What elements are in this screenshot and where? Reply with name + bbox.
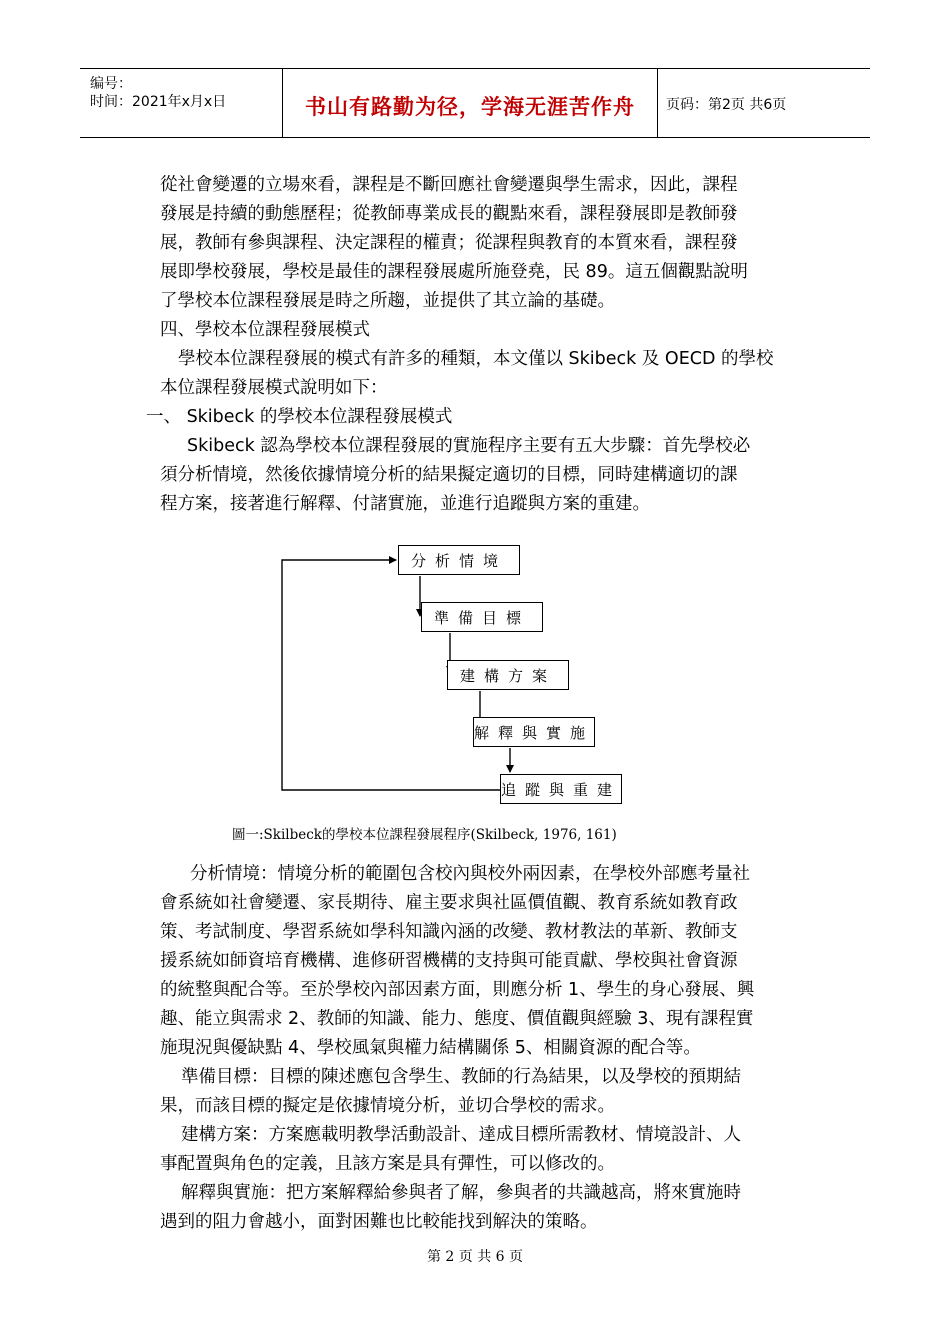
para5-line-1: 準備目標：目標的陳述應包含學生、教師的行為結果，以及學校的預期結 <box>181 1067 741 1087</box>
subsection-1-title: 一、 Skibeck 的學校本位課程發展模式 <box>146 407 453 427</box>
para4-line-5: 的統整與配合等。至於學校內部因素方面，則應分析 1、學生的身心發展、興 <box>160 980 755 1000</box>
page-header <box>80 68 870 138</box>
figure-caption: 圖一:Skilbeck的學校本位課程發展程序(Skilbeck, 1976, 161) <box>232 827 617 843</box>
flow-step-interpret: 解釋與實施 <box>473 717 595 747</box>
document-number-label: 编号： <box>90 76 132 92</box>
para2-line-1: 學校本位課程發展的模式有許多的種類，本文僅以 Skibeck 及 OECD 的學校 <box>178 349 774 369</box>
header-right-cell <box>658 69 870 137</box>
flowchart <box>270 540 690 810</box>
para2-line-2: 本位課程發展模式說明如下： <box>160 378 388 398</box>
para1-line-3: 展，教師有參與課程、決定課程的權責；從課程與教育的本質來看，課程發 <box>160 233 738 253</box>
para3-line-2: 須分析情境，然後依據情境分析的結果擬定適切的目標，同時建構適切的課 <box>160 465 738 485</box>
header-page-info: 页码：第2页 共6页 <box>666 97 787 113</box>
para4-line-1: 分析情境：情境分析的範圍包含校內與校外兩因素，在學校外部應考量社 <box>190 864 750 884</box>
flow-step-build-plan: 建構方案 <box>447 660 569 690</box>
para4-line-3: 策、考試制度、學習系統如學科知識內涵的改變、教材教法的革新、教師支 <box>160 922 738 942</box>
para1-line-4: 展即學校發展，學校是最佳的課程發展處所施登堯，民 89。這五個觀點說明 <box>160 262 748 282</box>
para3-line-1: Skibeck 認為學校本位課程發展的實施程序主要有五大步驟：首先學校必 <box>187 436 751 456</box>
para6-line-1: 建構方案：方案應載明教學活動設計、達成目標所需教材、情境設計、人 <box>181 1125 741 1145</box>
para4-line-2: 會系統如社會變遷、家長期待、雇主要求與社區價值觀、教育系統如教育政 <box>160 893 738 913</box>
header-middle-cell <box>283 69 658 137</box>
para3-line-3: 程方案，接著進行解釋、付諸實施，並進行追蹤與方案的重建。 <box>160 494 650 514</box>
flow-step-goals: 準備目標 <box>421 602 543 632</box>
header-motto: 书山有路勤为径，学海无涯苦作舟 <box>305 95 635 119</box>
page-footer: 第 2 页 共 6 页 <box>426 1249 524 1265</box>
para1-line-2: 發展是持續的動態歷程；從教師專業成長的觀點來看，課程發展即是教師發 <box>160 204 738 224</box>
para6-line-2: 事配置與角色的定義，且該方案是具有彈性，可以修改的。 <box>160 1154 615 1174</box>
para4-line-6: 趣、能立與需求 2、教師的知識、能力、態度、價值觀與經驗 3、現有課程實 <box>160 1009 754 1029</box>
header-left-cell <box>80 69 283 137</box>
para5-line-2: 果，而該目標的擬定是依據情境分析，並切合學校的需求。 <box>160 1096 615 1116</box>
document-date: 时间：2021年x月x日 <box>90 94 227 110</box>
para7-line-2: 遇到的阻力會越小，面對困難也比較能找到解決的策略。 <box>160 1212 598 1232</box>
para4-line-7: 施現況與優缺點 4、學校風氣與權力結構關係 5、相關資源的配合等。 <box>160 1038 701 1058</box>
para1-line-5: 了學校本位課程發展是時之所趨，並提供了其立論的基礎。 <box>160 291 615 311</box>
para4-line-4: 援系統如師資培育機構、進修研習機構的支持與可能貢獻、學校與社會資源 <box>160 951 738 971</box>
para1-line-1: 從社會變遷的立場來看，課程是不斷回應社會變遷與學生需求，因此，課程 <box>160 175 738 195</box>
flow-step-analyze: 分析情境 <box>398 545 520 575</box>
section-4-title: 四、學校本位課程發展模式 <box>160 320 370 340</box>
para7-line-1: 解釋與實施：把方案解釋給參與者了解，參與者的共識越高，將來實施時 <box>181 1183 741 1203</box>
flow-step-rebuild: 追蹤與重建 <box>500 774 622 804</box>
